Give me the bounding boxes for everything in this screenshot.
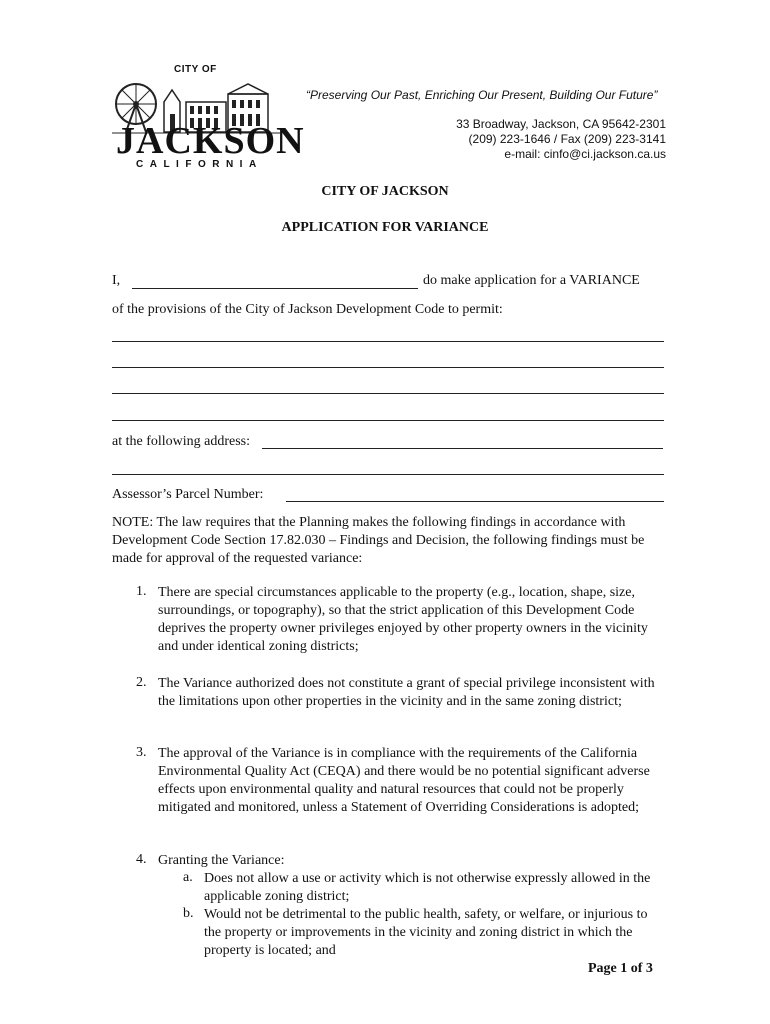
variance-description-field-1[interactable] — [112, 341, 664, 342]
applicant-suffix: do make application for a VARIANCE — [423, 273, 640, 288]
finding-number: 1. — [136, 584, 147, 599]
page-number: Page 1 of 3 — [588, 961, 653, 976]
provisions-line: of the provisions of the City of Jackson Development Code to permit: — [112, 302, 503, 317]
variance-description-field-3[interactable] — [112, 393, 664, 394]
finding-text: The Variance authorized does not constitute a grant of special privilege inconsistent with the limitations upon other properties in the vicinity and in the same zoning district; — [158, 676, 655, 709]
variance-description-field-4[interactable] — [112, 420, 664, 421]
city-logo — [112, 62, 305, 174]
finding-number: 2. — [136, 675, 147, 690]
city-address: 33 Broadway, Jackson, CA 95642-2301 — [456, 117, 666, 131]
city-phone-fax: (209) 223-1646 / Fax (209) 223-3141 — [468, 132, 666, 146]
parcel-number-label: Assessor’s Parcel Number: — [112, 487, 264, 502]
subfinding-letter: a. — [183, 870, 193, 885]
finding-text: Granting the Variance: — [158, 853, 285, 868]
address-field-1[interactable] — [262, 448, 663, 449]
city-motto: “Preserving Our Past, Enriching Our Present, Building Our Future” — [306, 88, 658, 102]
logo-jackson-text: JACKSON — [116, 120, 305, 162]
findings-note: NOTE: The law requires that the Planning makes the following findings in accordance with Development Code Section 17.82.030 – Findings and Decision, the following findings must be made for approval of the requested variance: — [112, 515, 645, 566]
address-label: at the following address: — [112, 434, 251, 449]
finding-number: 4. — [136, 852, 147, 867]
finding-text: The approval of the Variance is in compliance with the requirements of the California Environmental Quality Act (CEQA) and there would be no potential significant adverse effects upon environmental quality and natural resources that could not be properly mitigated and monitored, unless a Statement of Overriding Considerations is adopted; — [158, 746, 650, 815]
document-heading: CITY OF JACKSON — [321, 184, 449, 199]
contact-block — [456, 117, 666, 162]
subfinding-text: Does not allow a use or activity which is not otherwise expressly allowed in the applicable zoning district; — [204, 871, 651, 904]
applicant-prefix: I, — [112, 273, 121, 288]
logo-city-of-text: CITY OF — [174, 64, 217, 75]
address-field-2[interactable] — [112, 474, 664, 475]
subfinding-letter: b. — [183, 906, 194, 921]
subfinding-text: Would not be detrimental to the public health, safety, or welfare, or injurious to the property or improvements in the vicinity and zoning district in which the property is located; and — [204, 907, 648, 958]
finding-text: There are special circumstances applicable to the property (e.g., location, shape, size, surroundings, or topography), so that the strict application of this Development Code deprives the property owner privileges enjoyed by other property owners in the vicinity and under identical zoning districts; — [158, 585, 648, 654]
applicant-name-field[interactable] — [132, 288, 418, 289]
finding-number: 3. — [136, 745, 147, 760]
city-email: e-mail: cinfo@ci.jackson.ca.us — [504, 147, 666, 161]
variance-description-field-2[interactable] — [112, 367, 664, 368]
document-subheading: APPLICATION FOR VARIANCE — [281, 220, 489, 235]
parcel-number-field[interactable] — [286, 501, 664, 502]
logo-california-text: CALIFORNIA — [136, 159, 263, 170]
